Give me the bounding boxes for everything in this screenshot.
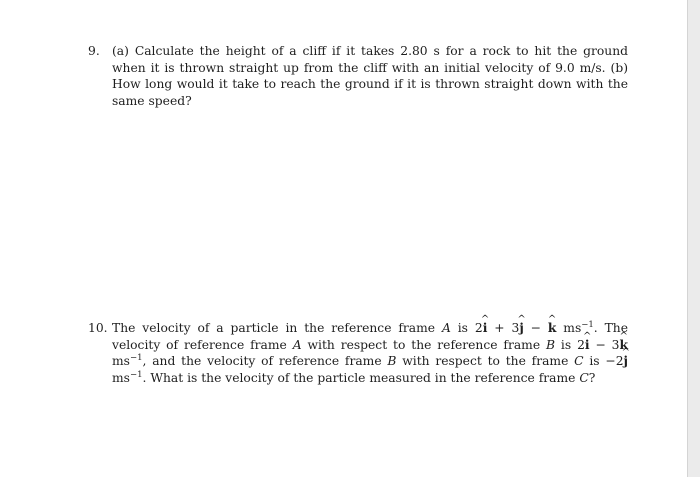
- text-segment: . What is the velocity of the particle measured in the reference frame: [142, 370, 580, 385]
- exponent: −1: [129, 369, 143, 380]
- problem-number: 9.: [88, 44, 100, 58]
- frame-symbol: C: [574, 354, 584, 368]
- problem-number: 10.: [88, 321, 108, 335]
- unit-vector-i: ^ i: [585, 337, 590, 354]
- text-segment: is −2: [583, 354, 624, 368]
- problem-10: [88, 320, 628, 386]
- text-segment: . The velocity of reference frame: [112, 321, 628, 352]
- frame-symbol: A: [292, 337, 302, 352]
- exponent: −1: [581, 319, 594, 330]
- text-segment: is 2: [450, 321, 483, 335]
- text-segment: with respect to the frame: [396, 354, 575, 368]
- text-segment: ms: [112, 354, 130, 368]
- text-segment: −: [523, 321, 548, 335]
- unit-vector-j: ^ j: [519, 320, 523, 337]
- text-segment: − 3: [589, 337, 620, 352]
- text-segment: with respect to the reference frame: [301, 337, 546, 352]
- frame-symbol: A: [441, 321, 451, 335]
- text-segment: ?: [588, 370, 596, 385]
- exponent: −1: [129, 352, 143, 363]
- problem-text: (a) Calculate the height of a cliff if it takes 2.80 s for a rock to hit the ground when it is thrown straight up from the cliff with an initial velocity of 9.0 m/s. (b) How long would it take to reach the ground if it is thrown straight down with the same speed?: [112, 44, 628, 108]
- frame-symbol: B: [387, 354, 397, 368]
- problem-9: [88, 43, 628, 109]
- unit-vector-i: ^ i: [483, 320, 488, 337]
- text-segment: The velocity of a particle in the reference frame: [112, 321, 442, 335]
- text-segment: , and the velocity of reference frame: [142, 354, 388, 368]
- unit-vector-j: ^ j: [624, 353, 628, 370]
- text-segment: ms: [112, 370, 130, 385]
- text-segment: + 3: [487, 321, 520, 335]
- text-segment: ms: [556, 321, 582, 335]
- problem-text: [112, 320, 628, 386]
- unit-vector-k: ^ k: [619, 337, 628, 354]
- unit-vector-k: ^ k: [548, 320, 557, 337]
- text-segment: is 2: [555, 337, 585, 352]
- frame-symbol: C: [579, 370, 589, 385]
- frame-symbol: B: [546, 337, 556, 352]
